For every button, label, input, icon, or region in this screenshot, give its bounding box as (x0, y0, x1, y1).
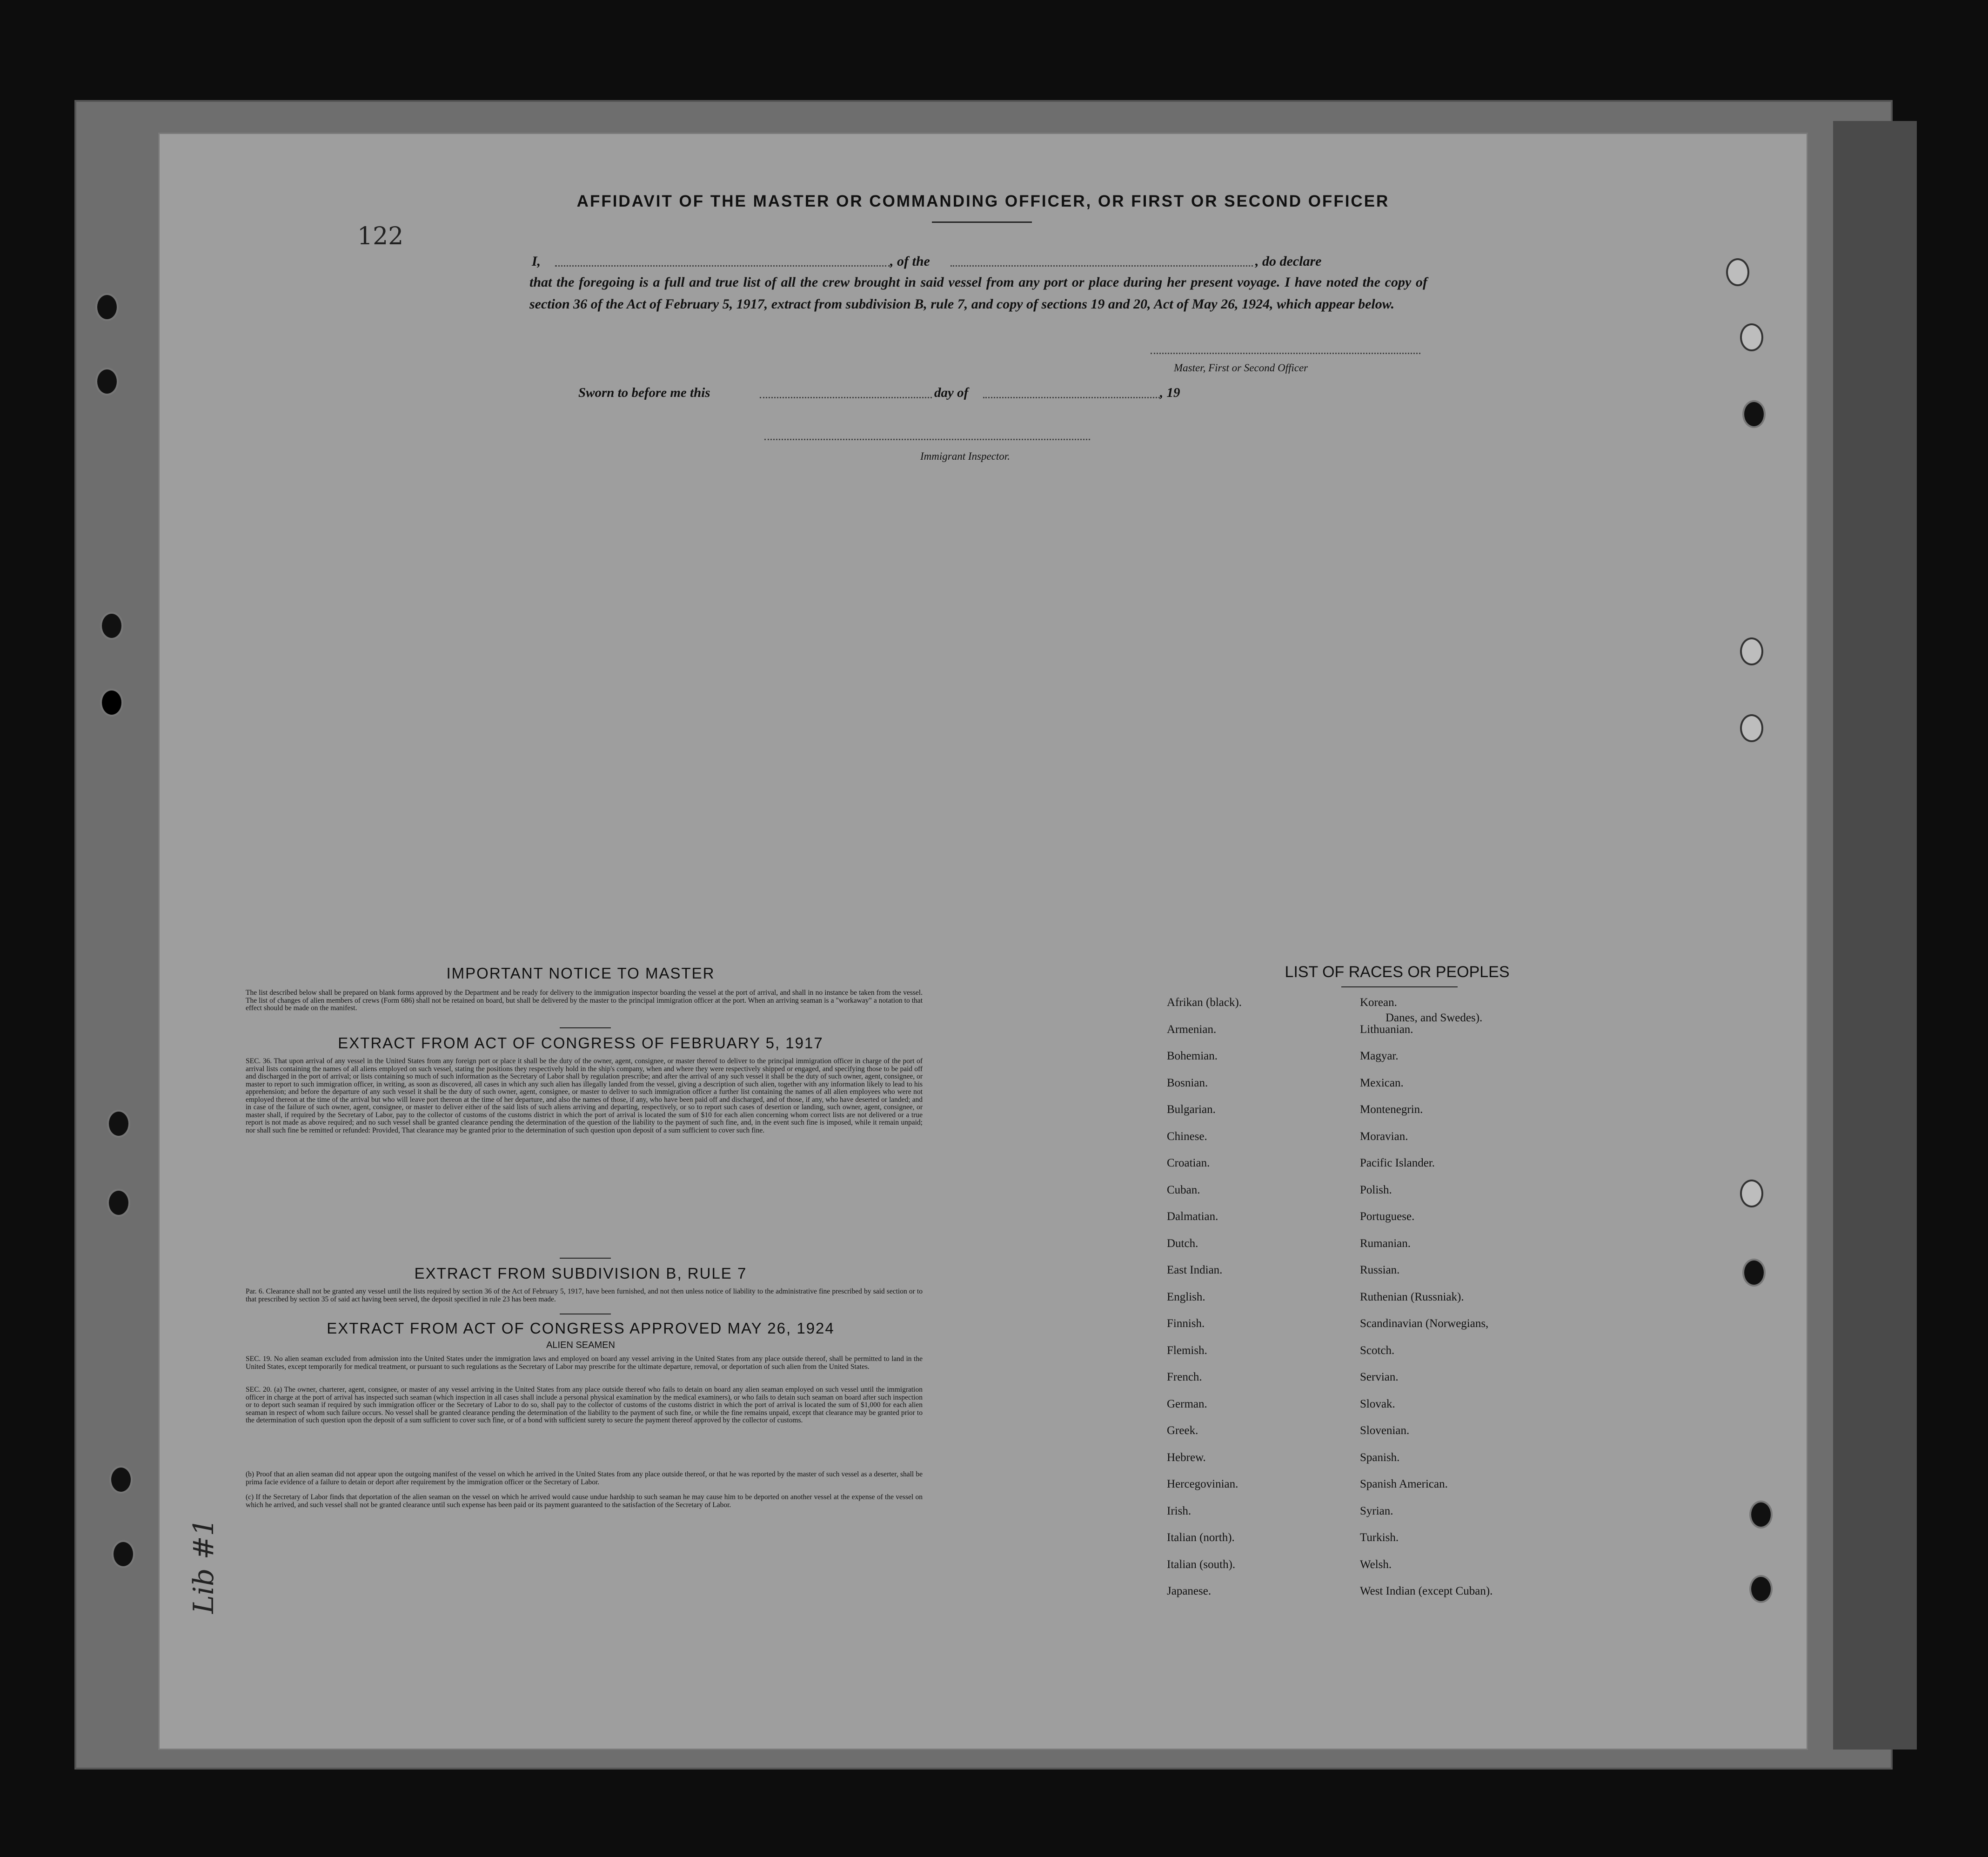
title-rule (932, 221, 1032, 223)
do-declare-label: , do declare (1255, 254, 1322, 269)
races-list-item: Polish. (1360, 1183, 1392, 1196)
punch-hole (95, 368, 119, 396)
races-list-item: German. (1167, 1397, 1207, 1410)
extract-1924-subtitle: ALIEN SEAMEN (546, 1340, 615, 1350)
races-list-item: Hebrew. (1167, 1451, 1206, 1464)
races-list-item: Ruthenian (Russniak). (1360, 1290, 1464, 1303)
master-signature-field[interactable] (1151, 353, 1420, 354)
races-list-item: Moravian. (1360, 1130, 1408, 1143)
punch-hole (95, 293, 119, 321)
sworn-label: Sworn to before me this (578, 385, 710, 400)
day-of-label: day of (934, 385, 969, 400)
races-column-2 (1360, 996, 1493, 1612)
punch-hole (1726, 258, 1749, 286)
punch-hole (1740, 714, 1763, 742)
margin-note: Lib #1 (187, 1518, 220, 1614)
races-list-item: Russian. (1360, 1264, 1400, 1276)
races-list-item: Bosnian. (1167, 1076, 1208, 1089)
races-list-item: Dalmatian. (1167, 1210, 1218, 1223)
year-label: , 19 (1160, 385, 1180, 400)
races-list-item: Dutch. (1167, 1237, 1198, 1250)
races-list-item: Spanish American. (1360, 1478, 1448, 1490)
punch-hole (100, 689, 123, 717)
races-title-rule (1341, 986, 1458, 987)
races-list-item: Mexican. (1360, 1076, 1404, 1089)
races-list-item: Scotch. (1360, 1344, 1395, 1357)
races-list-item: East Indian. (1167, 1264, 1223, 1276)
sec-20b-body: (b) Proof that an alien seaman did not appear upon the outgoing manifest of the vessel on which he arrived in the United States from any place outside thereof, or that he was reported by the master of such vessel as a deserter, shall be prima facie evidence of a failure to detain or deport after requirement by the immigration officer or the Secretary of Labor. (246, 1470, 923, 1486)
inspector-signature-field[interactable] (764, 439, 1090, 440)
races-list-item: Pacific Islander. (1360, 1157, 1435, 1169)
punch-hole (1740, 323, 1763, 351)
races-list-item: Slovak. (1360, 1397, 1395, 1410)
races-list-item: Servian. (1360, 1371, 1399, 1383)
races-list-item: Chinese. (1167, 1130, 1207, 1143)
underlying-page-edge (1833, 121, 1917, 1750)
races-list-item: French. (1167, 1371, 1202, 1383)
punch-hole (1740, 1180, 1763, 1207)
races-list-item: Cuban. (1167, 1183, 1200, 1196)
vessel-name-field[interactable] (950, 265, 1253, 267)
races-list-item: Afrikan (black). (1167, 996, 1242, 1009)
notice-title: IMPORTANT NOTICE TO MASTER (446, 965, 715, 982)
races-list-item: Slovenian. (1360, 1424, 1410, 1437)
races-list-item: Finnish. (1167, 1317, 1205, 1330)
races-list-item: Bohemian. (1167, 1050, 1218, 1062)
races-list-item: Italian (south). (1167, 1558, 1236, 1571)
punch-hole (1749, 1501, 1773, 1529)
punch-hole (107, 1110, 130, 1138)
punch-hole (1742, 400, 1766, 428)
sec-20c-body: (c) If the Secretary of Labor finds that deportation of the alien seaman on the vessel on which he arrived would cause undue hardship to such seaman he may cause him to be deported on another vessel at the expense of the vessel on which he arrived, and such vessel shall not be granted clearance until such expense has been paid or its payment guaranteed to the satisfaction of the Secretary of Labor. (246, 1493, 923, 1509)
punch-hole (109, 1466, 133, 1494)
races-list-item: West Indian (except Cuban). (1360, 1585, 1493, 1597)
races-list-item: Armenian. (1167, 1023, 1217, 1036)
section-rule (560, 1258, 611, 1259)
manifest-page (158, 133, 1808, 1750)
extract-1917-body: SEC. 36. That upon arrival of any vessel in the United States from any foreign port or place it shall be the duty of the owner, agent, consignee, or master thereof to deliver to the principal immigration officer in charge of the port of arrival lists containing the names of all aliens employed on such vessel, stating the positions they respectively hold in the ship's company, when and where they were respectively shipped or engaged, and specifying those to be paid off and discharged in the port of arrival; or lists containing so much of such information as the Secretary of Labor shall by regulation prescribe; and after the arrival of any such vessel it shall be the duty of such owner, agent, consignee, or master to report to such immigration officer, in writing, as soon as discovered, all cases in which any such alien has illegally landed from the vessel, giving a description of such alien, together with any information likely to lead to his apprehension; and before the departure of any such vessel it shall be the duty of such owner, agent, consignee, or master to deliver to such immigration officer a further list containing the names of all alien employees who were not employed thereon at the time of the arrival but who will leave port thereon at the time of her departure, and also the names of those, if any, who have been paid off and discharged, and of those, if any, who have deserted or landed; and in case of the failure of such owner, agent, consignee, or master to deliver either of the said lists of such aliens arriving and departing, respectively, or so to report such cases of desertion or landing, such owner, agent, consignee, or master shall, if required by the Secretary of Labor, pay to the collector of customs of the customs district in which the port of arrival is located the sum of $10 for each alien concerning whom correct lists are not delivered or a true report is not made as above required; and no such vessel shall be granted clearance pending the determination of the question of the liability to the payment of such fine, and, in the event such fine is imposed, while it remain unpaid; nor shall such fine be remitted or refunded: Provided, That clearance may be granted prior to the determination of such question upon deposit of a sum sufficient to cover such fine. (246, 1057, 923, 1134)
races-list-item: Turkish. (1360, 1531, 1399, 1544)
races-title: LIST OF RACES OR PEOPLES (1285, 963, 1510, 981)
sec-20a-body: SEC. 20. (a) The owner, charterer, agent, consignee, or master of any vessel arriving in the United States from any place outside thereof who fails to detain on board any alien seaman employed on such vessel until the immigration officer in charge at the port of arrival has inspected such seaman (which inspection in all cases shall include a personal physical examination by the medical examiners), or who fails to detain such seaman on board after such inspection or to deport such seaman if required by such immigration officer or the Secretary of Labor to do so, shall pay to the collector of customs of the customs district in which the port of arrival is located the sum of $1,000 for each alien seaman in respect of whom such failure occurs. No vessel shall be granted clearance pending the determination of the liability to the payment of such fine, or while the fine remains unpaid, except that clearance may be granted prior to the determination of such question upon the deposit of a sum sufficient to cover such fine, or of a bond with sufficient surety to secure the payment thereof approved by the collector of customs. (246, 1386, 923, 1424)
punch-hole (1742, 1259, 1766, 1287)
races-list-item: Bulgarian. (1167, 1103, 1216, 1116)
races-list-item: Syrian. (1360, 1504, 1393, 1517)
sec-19-body: SEC. 19. No alien seaman excluded from admission into the United States under the immigration laws and employed on board any vessel arriving in the United States from any place outside thereof, shall be permitted to land in the United States, except temporarily for medical treatment, or pursuant to such regulations as the Secretary of Labor may prescribe for the ultimate departure, removal, or deportation of such alien from the United States. (246, 1355, 923, 1371)
punch-hole (100, 612, 123, 640)
races-column-1 (1167, 996, 1242, 1612)
sworn-month-field[interactable] (983, 397, 1160, 398)
page-number: 122 (357, 222, 404, 250)
races-list-item: Irish. (1167, 1504, 1191, 1517)
races-list-item: Welsh. (1360, 1558, 1392, 1571)
sworn-day-field[interactable] (760, 397, 932, 398)
affiant-label: I, (532, 254, 541, 269)
races-list-item: Flemish. (1167, 1344, 1207, 1357)
races-list-item: Danes, and Swedes). (1386, 1012, 1483, 1024)
races-list-item: Montenegrin. (1360, 1103, 1423, 1116)
punch-hole (1740, 637, 1763, 665)
punch-hole (112, 1540, 135, 1568)
races-list-item: English. (1167, 1290, 1205, 1303)
races-list-item: Croatian. (1167, 1157, 1210, 1169)
master-signature-label: Master, First or Second Officer (1174, 362, 1308, 374)
races-list-item: Korean. (1360, 996, 1397, 1009)
affidavit-body: that the foregoing is a full and true list of all the crew brought in said vessel from any port or place during her present voyage. I have noted the copy of section 36 of the Act of February 5, 1917, extract from subdivision B, rule 7, and copy of sections 19 and 20, Act of May 26, 1924, which appear below. (529, 275, 1427, 312)
notice-body: The list described below shall be prepared on blank forms approved by the Department and be ready for delivery to the immigration inspector boarding the vessel at the port of arrival, and shall in no instance be taken from the vessel. The list of changes of alien members of crews (Form 686) shall not be retained on board, but shall be delivered by the master to the principal immigration officer at the port. When an arriving seaman is a "workaway" a notation to that effect should be made on the manifest. (246, 989, 923, 1012)
section-rule (560, 1027, 611, 1028)
extract-1924-title: EXTRACT FROM ACT OF CONGRESS APPROVED MAY 26, 1924 (327, 1320, 835, 1337)
of-the-label: , of the (890, 254, 930, 269)
affidavit-title: AFFIDAVIT OF THE MASTER OR COMMANDING OFFICER, OR FIRST OR SECOND OFFICER (576, 192, 1390, 210)
rule7-body: Par. 6. Clearance shall not be granted any vessel until the lists required by section 36 of the Act of February 5, 1917, have been furnished, and not then unless notice of liability to the administrative fine prescribed by said section or to that prescribed by section 35 of said act having been served, the deposit specified in rule 23 has been made. (246, 1287, 923, 1303)
races-list-item: Magyar. (1360, 1050, 1399, 1062)
races-list-item: Greek. (1167, 1424, 1198, 1437)
races-list-item: Scandinavian (Norwegians, (1360, 1317, 1489, 1330)
races-list-item: Portuguese. (1360, 1210, 1415, 1223)
extract-1917-title: EXTRACT FROM ACT OF CONGRESS OF FEBRUARY 5, 1917 (338, 1034, 823, 1052)
races-list-item: Rumanian. (1360, 1237, 1411, 1250)
races-list-item: Lithuanian. (1360, 1023, 1413, 1036)
races-list-item: Japanese. (1167, 1585, 1212, 1597)
races-list-item: Spanish. (1360, 1451, 1400, 1464)
races-list-item: Hercegovinian. (1167, 1478, 1238, 1490)
affiant-name-field[interactable] (555, 265, 890, 267)
races-list-item: Italian (north). (1167, 1531, 1235, 1544)
rule7-title: EXTRACT FROM SUBDIVISION B, RULE 7 (414, 1265, 747, 1282)
punch-hole (107, 1189, 130, 1217)
punch-hole (1749, 1575, 1773, 1603)
inspector-label: Immigrant Inspector. (920, 450, 1010, 462)
